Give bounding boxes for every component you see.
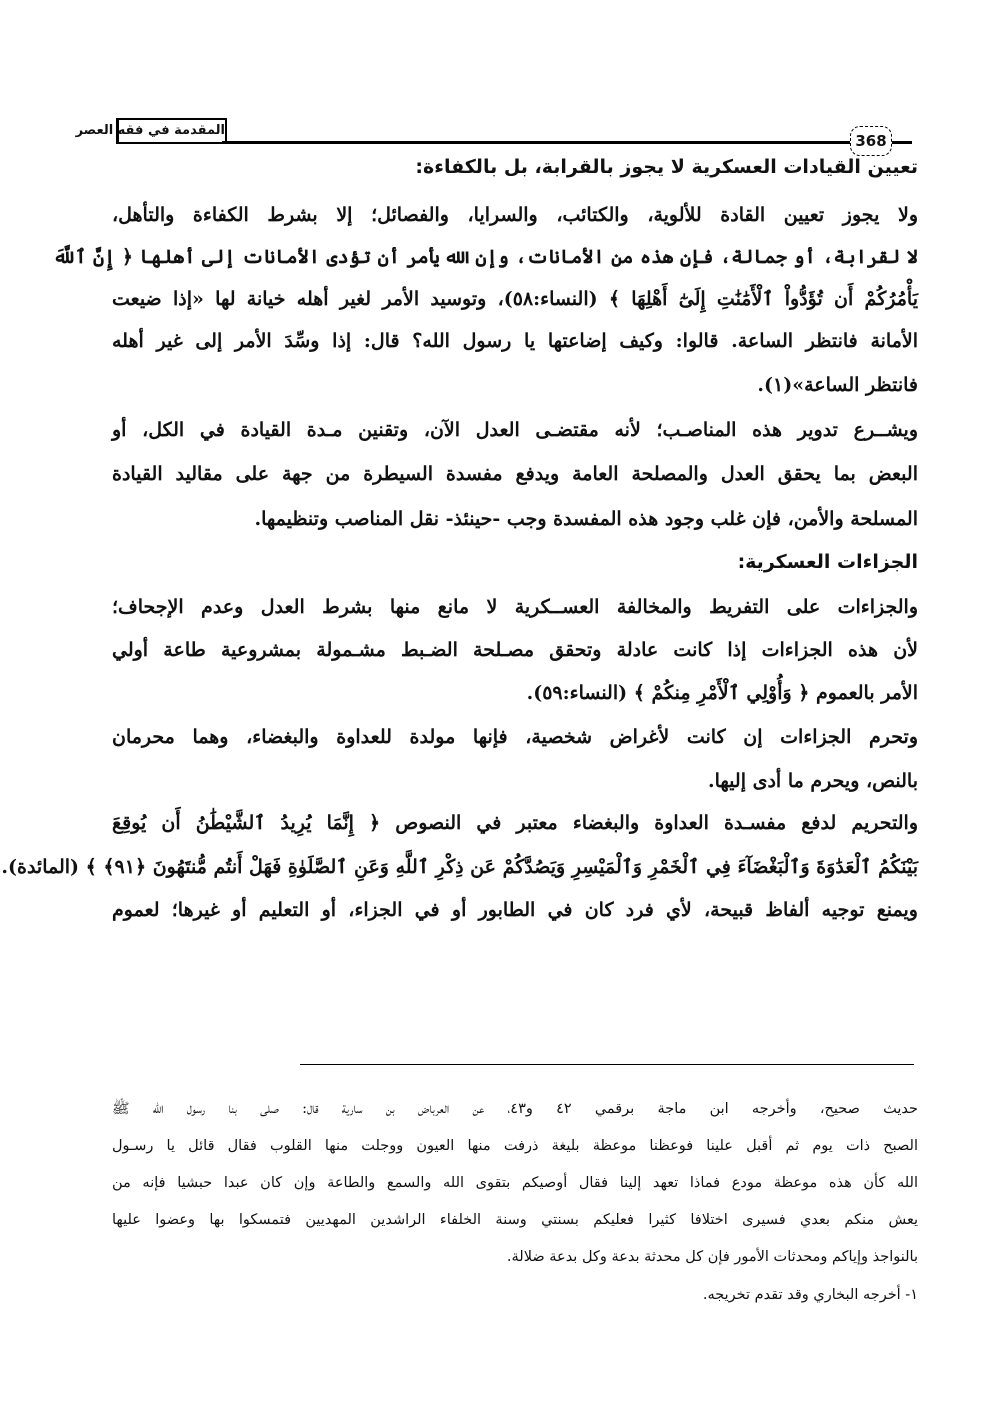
footnote-line: حديث صحيح، وأخرجه ابن ماجة برقمي ٤٢ و٤٣، عن العرباض بن سارية قال: صلى بنا رسول الله ﷺ — [112, 1101, 918, 1117]
header-rule — [222, 141, 912, 144]
text-line: يَأْمُرُكُمْ أَن تُؤَدُّواْ ٱلْأَمَٰنَٰتِ إِلَىٰٓ أَهْلِهَا ﴾ (النساء:٥٨)، وتوسيد الأمر لغير أهله خيانة لها «إذا ضيعت — [112, 288, 918, 310]
running-header-title: المقدمة في فقه العصر — [116, 118, 227, 144]
text-line: والتحريم لدفع مفسـدة العداوة والبغضاء معتبر في النصوص ﴿ إِنَّمَا يُرِيدُ ٱلشَّيْطَٰنُ أَن يُوقِعَ — [112, 812, 918, 834]
text-line: ولا يجوز تعيين القادة للألوية، والكتائب، والسرايا، والفصائل؛ إلا بشرط الكفاءة والتأهل، — [112, 204, 918, 226]
footnote-line: يعش منكم بعدي فسيرى اختلافا كثيرا فعليكم بسنتي وسنة الخلفاء الراشدين المهديين فتمسكوا بها وعضوا عليها — [112, 1212, 918, 1228]
footnote-line: الصبح ذات يوم ثم أقبل علينا فوعظنا موعظة بليغة ذرفت منها العيون ووجلت منها القلوب فقال قائل يا رسـول — [112, 1138, 918, 1154]
page-number: 368 — [850, 126, 892, 156]
footnote-separator — [300, 1064, 914, 1065]
text-line: ويمنع توجيه ألفاظ قبيحة، لأي فرد كان في الطابور أو في الجزاء، أو التعليم أو غيرها؛ لعموم — [112, 899, 918, 921]
text-line: الأمانة فانتظر الساعة. قالوا: وكيف إضاعتها يا رسول الله؟ قال: إذا وسِّدَ الأمر إلى غير أهله — [112, 330, 918, 352]
text-line: البعض بما يحقق العدل والمصلحة العامة ويدفع مفسدة السيطرة من جهة على مقاليد القيادة — [112, 463, 918, 485]
text-line: والجزاءات على التفريط والمخالفة العســكرية لا مانع منها بشرط العدل وعدم الإجحاف؛ — [112, 596, 918, 618]
text-line: بالنص، ويحرم ما أدى إليها. — [708, 770, 918, 792]
text-line: لأن هذه الجزاءات إذا كانت عادلة وتحقق مصـلحة الضـبط مشـمولة بمشروعية طاعة أولي — [112, 639, 918, 661]
footnote-line: بالنواجذ وإياكم ومحدثات الأمور فإن كل محدثة بدعة وكل بدعة ضلالة. — [506, 1249, 918, 1265]
footnote-1: ١- أخرجه البخاري وقد تقدم تخريجه. — [702, 1287, 918, 1303]
text-line: الأمر بالعموم ﴿ وَأُوْلِي ٱلْأَمْرِ مِنكُمْ ﴾ (النساء:٥٩). — [526, 682, 918, 704]
text-line: ويشــرع تدوير هذه المناصـب؛ لأنه مقتضـى العدل الآن، وتقنين مـدة القيادة في الكل، أو — [112, 419, 918, 441]
footnote-line: الله كأن هذه موعظة مودع فماذا تعهد إلينا فقال أوصيكم بتقوى الله والسمع والطاعة وإن كان عبدا حبشيا فإنه من — [112, 1175, 918, 1191]
text-line: المسلحة والأمن، فإن غلب وجود هذه المفسدة وجب -حينئذ- نقل المناصب وتنظيمها. — [254, 508, 918, 530]
section-heading: تعيين القيادات العسكرية لا يجوز بالقرابة، بل بالكفاءة: — [415, 156, 918, 178]
section-heading: الجزاءات العسكرية: — [737, 551, 918, 573]
text-line: فانتظر الساعة»(١). — [757, 374, 918, 396]
text-line: وتحرم الجزاءات إن كانت لأغراض شخصية، فإنها مولدة للعداوة والبغضاء، وهما محرمان — [112, 726, 918, 748]
text-line: بَيْنَكُمُ ٱلْعَدَٰوَةَ وَٱلْبَغْضَآءَ فِي ٱلْخَمْرِ وَٱلْمَيْسِرِ وَيَصُدَّكُمْ عَن ذِكْرِ ٱللَّهِ وَعَنِ ٱلصَّلَوٰةِ فَهَلْ أَنتُم مُّنتَهُونَ ﴿٩١﴾ ﴾ (المائدة). — [1, 856, 918, 878]
text-line: لا لقرابة، أو جمالة، فإن هذه من الأمانات، وإن الله يأمر أن تؤدى الأمانات إلى أهلها ﴿ إِنَّ ٱللَّهَ — [53, 246, 918, 268]
